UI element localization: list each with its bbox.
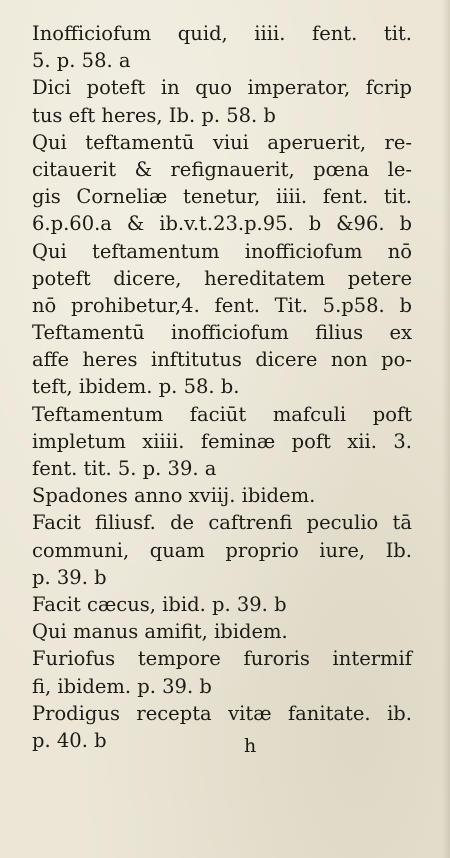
text-line: Facit filiusf. de caftrenfi peculio tā [32,511,412,535]
text-line: p. 40. b [32,728,107,752]
text-line: Spadones anno xviij. ibidem. [32,484,316,508]
text-line: Furiofus tempore furoris intermif [32,647,412,671]
index-text-block [32,20,412,754]
text-line: fent. tit. 5. p. 39. a [32,457,217,480]
text-line: affe heres inftitutus dicere non po- [32,348,412,372]
text-line: Qui teftamentū viui aperuerit, re- [32,130,412,154]
text-line: communi, quam proprio iure, Ib. [32,538,412,562]
text-line: Inofficiofum quid, iiii. fent. tit. [32,22,412,45]
text-line: tus eft heres, Ib. p. 58. b [32,103,276,127]
catchword: h [244,735,257,757]
text-line: citauerit & refignauerit, pœna le- [32,157,412,181]
text-line: 5. p. 58. a [32,49,131,73]
text-line: nō prohibetur,4. fent. Tit. 5.p58. b [32,293,412,317]
text-line: impletum xiiii. feminæ poft xii. 3. [32,429,412,453]
text-line: Prodigus recepta vitæ fanitate. ib. [32,701,412,725]
text-line: fi, ibidem. p. 39. b [32,674,212,698]
text-line: Teftamentum faciūt mafculi poft [32,402,412,426]
text-line: Teftamentū inofficiofum filius ex [32,321,412,345]
text-line: Qui teftamentum inofficiofum nō [32,239,412,263]
text-line: Qui manus amifit, ibidem. [32,620,288,644]
text-line: teft, ibidem. p. 58. b. [32,375,240,399]
page-edge-shadow [442,0,450,858]
text-line: poteft dicere, hereditatem petere [32,266,412,290]
text-line: gis Corneliæ tenetur, iiii. fent. tit. [32,185,412,209]
text-line: Dici poteft in quo imperator, fcrip [32,76,412,100]
text-line: p. 39. b [32,565,107,589]
text-line: 6.p.60.a & ib.v.t.23.p.95. b &96. b [32,212,412,236]
text-line: Facit cæcus, ibid. p. 39. b [32,592,287,616]
